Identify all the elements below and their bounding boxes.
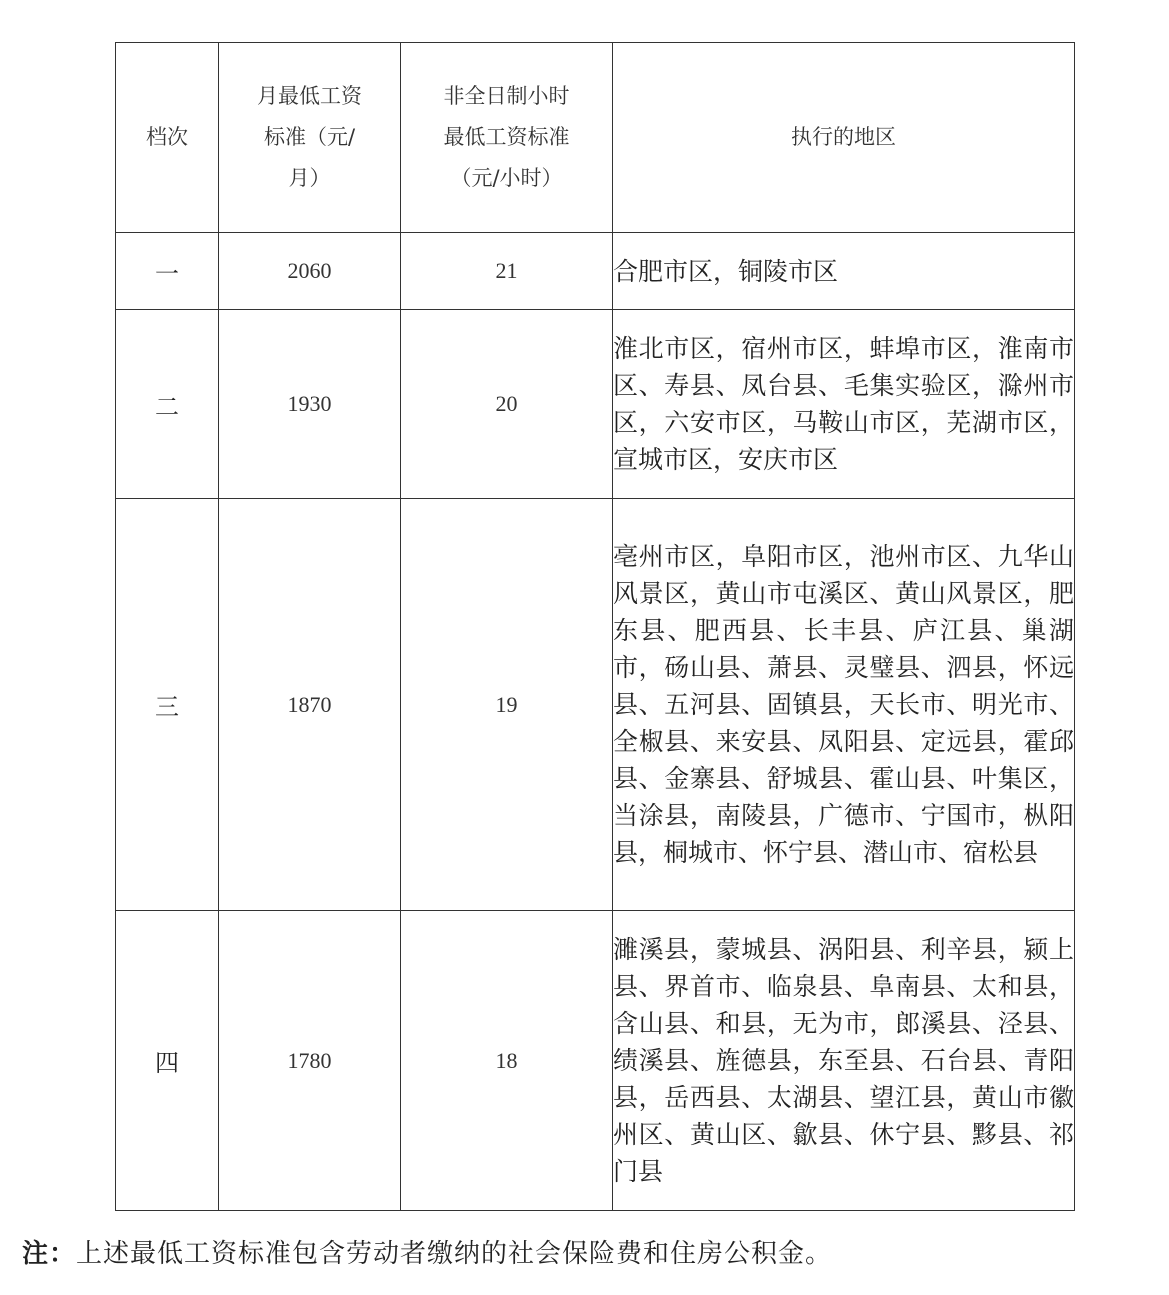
table-row (116, 310, 1075, 499)
hourly-wage-cell: 19 (401, 499, 613, 911)
table-row (116, 911, 1075, 1211)
hourly-wage-cell: 18 (401, 911, 613, 1211)
table-row (116, 233, 1075, 310)
regions-cell: 淮北市区，宿州市区，蚌埠市区，淮南市区、寿县、凤台县、毛集实验区，滁州市区，六安市区，马鞍山市区，芜湖市区，宣城市区，安庆市区 (613, 310, 1075, 499)
minimum-wage-table (115, 42, 1075, 1211)
tier-cell: 二 (116, 310, 219, 499)
tier-cell: 一 (116, 233, 219, 310)
hourly-wage-cell: 20 (401, 310, 613, 499)
monthly-wage-cell: 1930 (219, 310, 401, 499)
monthly-wage-cell: 1780 (219, 911, 401, 1211)
table-header-row (116, 43, 1075, 233)
monthly-wage-cell: 1870 (219, 499, 401, 911)
table-row (116, 499, 1075, 911)
hourly-wage-cell: 21 (401, 233, 613, 310)
footnote (22, 1234, 832, 1274)
header-hourly-standard: 非全日制小时 最低工资标准 （元/小时） (401, 43, 613, 233)
tier-cell: 三 (116, 499, 219, 911)
footnote-label: 注： (22, 1239, 77, 1269)
monthly-wage-cell: 2060 (219, 233, 401, 310)
header-regions: 执行的地区 (613, 43, 1075, 233)
regions-cell: 亳州市区，阜阳市区，池州市区、九华山风景区，黄山市屯溪区、黄山风景区，肥东县、肥西县、长丰县、庐江县、巢湖市，砀山县、萧县、灵璧县、泗县，怀远县、五河县、固镇县，天长市、明光市、全椒县、来安县、凤阳县、定远县，霍邱县、金寨县、舒城县、霍山县、叶集区，当涂县，南陵县，广德市、宁国市，枞阳县，桐城市、怀宁县、潜山市、宿松县 (613, 499, 1075, 911)
footnote-text: 上述最低工资标准包含劳动者缴纳的社会保险费和住房公积金。 (76, 1239, 833, 1269)
header-monthly-standard: 月最低工资 标准（元/ 月） (219, 43, 401, 233)
tier-cell: 四 (116, 911, 219, 1211)
header-tier: 档次 (116, 43, 219, 233)
regions-cell: 濉溪县，蒙城县、涡阳县、利辛县，颍上县、界首市、临泉县、阜南县、太和县，含山县、和县，无为市，郎溪县、泾县、绩溪县、旌德县，东至县、石台县、青阳县，岳西县、太湖县、望江县，黄山市徽州区、黄山区、歙县、休宁县、黟县、祁门县 (613, 911, 1075, 1211)
regions-cell: 合肥市区，铜陵市区 (613, 233, 1075, 310)
